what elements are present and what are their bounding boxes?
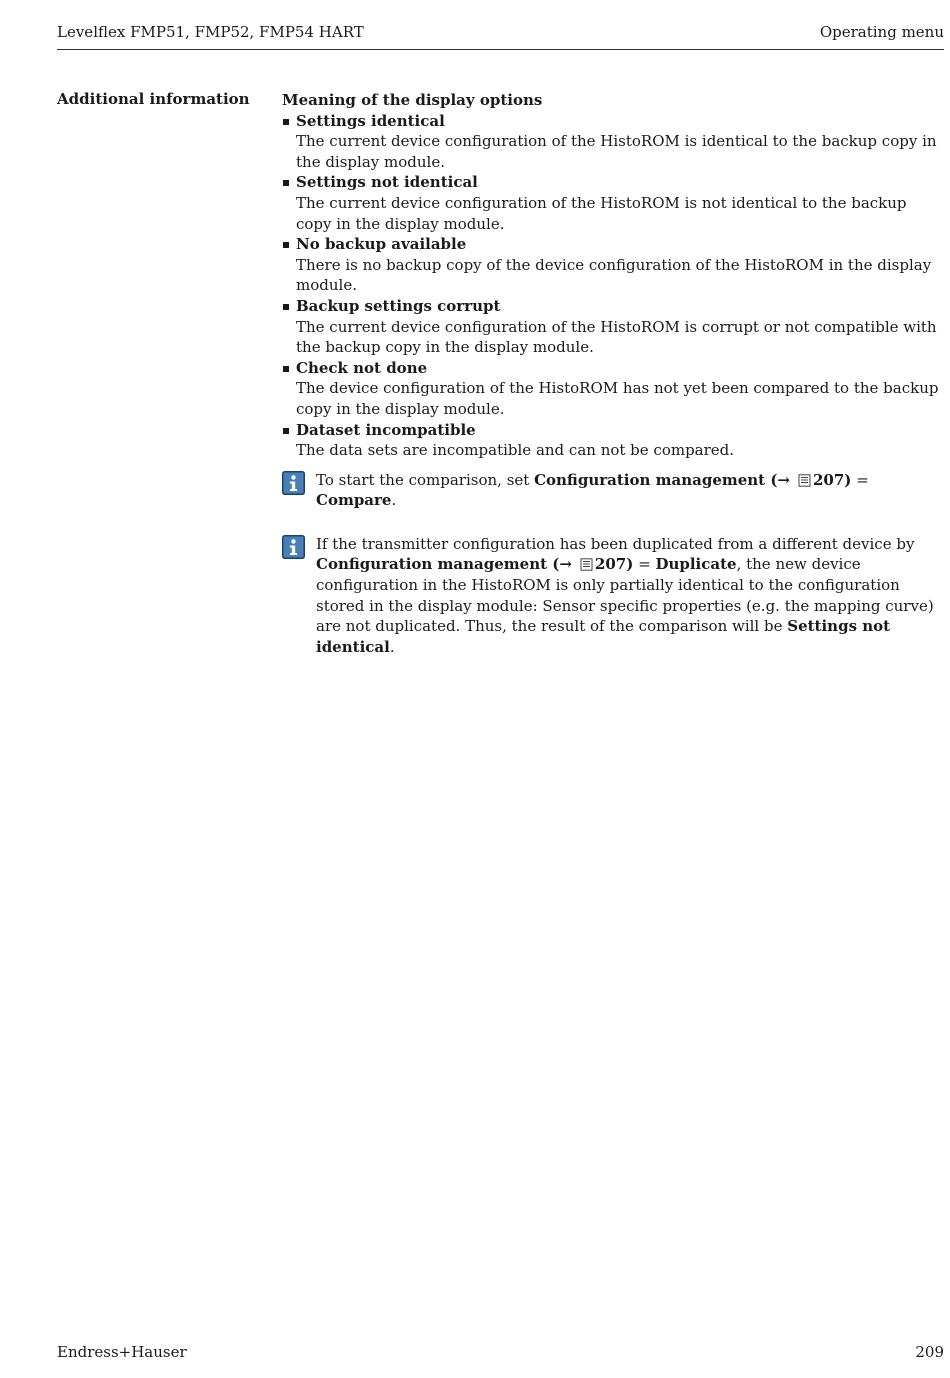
option-value: Duplicate <box>655 555 737 574</box>
sentence-end: . <box>391 491 397 510</box>
info-note-duplicate <box>282 534 944 658</box>
list-item <box>282 111 944 173</box>
bullet-square <box>283 304 289 310</box>
footer-company: Endress+Hauser <box>57 1343 187 1361</box>
section-title: Meaning of the display options <box>282 91 543 109</box>
options-list <box>282 111 944 461</box>
option-title: Backup settings corrupt <box>296 296 501 315</box>
equals-sign: = <box>633 555 656 574</box>
info-icon <box>282 471 305 495</box>
header-product: Levelflex FMP51, FMP52, FMP54 HART <box>57 23 364 41</box>
header-section: Operating menu <box>819 23 944 41</box>
side-label: Additional information <box>57 90 250 108</box>
option-description: The current device configuration of the HistoROM is identical to the backup copy in the display module. <box>296 132 937 171</box>
document-page-icon <box>580 558 593 571</box>
list-item <box>282 358 944 420</box>
list-item <box>282 172 944 234</box>
option-title: Check not done <box>296 358 428 377</box>
list-item <box>282 420 944 461</box>
bullet-square <box>283 366 289 372</box>
info-note-compare <box>282 470 944 511</box>
option-description: The data sets are incompatible and can not be compared. <box>296 441 735 460</box>
option-title: Settings identical <box>296 111 445 130</box>
list-item <box>282 296 944 358</box>
page-reference[interactable]: 207) <box>594 555 634 574</box>
page-reference[interactable]: 207) <box>813 470 852 489</box>
sentence-end: . <box>389 637 395 656</box>
bullet-square <box>283 119 289 125</box>
content-body <box>282 90 944 657</box>
parameter-link[interactable]: Configuration management (→ <box>316 555 572 574</box>
option-title: Settings not identical <box>296 173 478 192</box>
info-icon <box>282 535 305 559</box>
option-value: Compare <box>316 491 392 510</box>
page-number: 209 <box>915 1343 944 1361</box>
parameter-link[interactable]: Configuration management (→ <box>534 470 790 489</box>
page-header <box>57 22 944 50</box>
option-description: The current device configuration of the HistoROM is not identical to the backup copy in the display module. <box>296 193 907 233</box>
note-text: To start the comparison, set <box>316 470 535 489</box>
equals-sign: = <box>851 470 869 489</box>
bullet-square <box>283 428 289 434</box>
option-title: No backup available <box>296 235 467 254</box>
result-value: Settings not identical <box>316 617 891 656</box>
option-description: There is no backup copy of the device configuration of the HistoROM in the display module. <box>296 255 932 295</box>
option-title: Dataset incompatible <box>296 420 476 439</box>
list-item <box>282 234 944 296</box>
document-page-icon <box>798 474 811 487</box>
bullet-square <box>283 180 289 186</box>
note-text: If the transmitter configuration has been duplicated from a different device by <box>316 534 915 553</box>
note-text-continued: , the new device configuration in the HistoROM is only partially identical to the configuration stored in the display module: Sensor specific properties (e.g. the mapping curve) are not duplicated. Thus, the result of the comparison will be <box>316 555 934 636</box>
option-description: The device configuration of the HistoROM has not yet been compared to the backup copy in the display module. <box>296 379 939 418</box>
option-description: The current device configuration of the HistoROM is corrupt or not compatible with the backup copy in the display module. <box>296 317 937 357</box>
bullet-square <box>283 242 289 248</box>
